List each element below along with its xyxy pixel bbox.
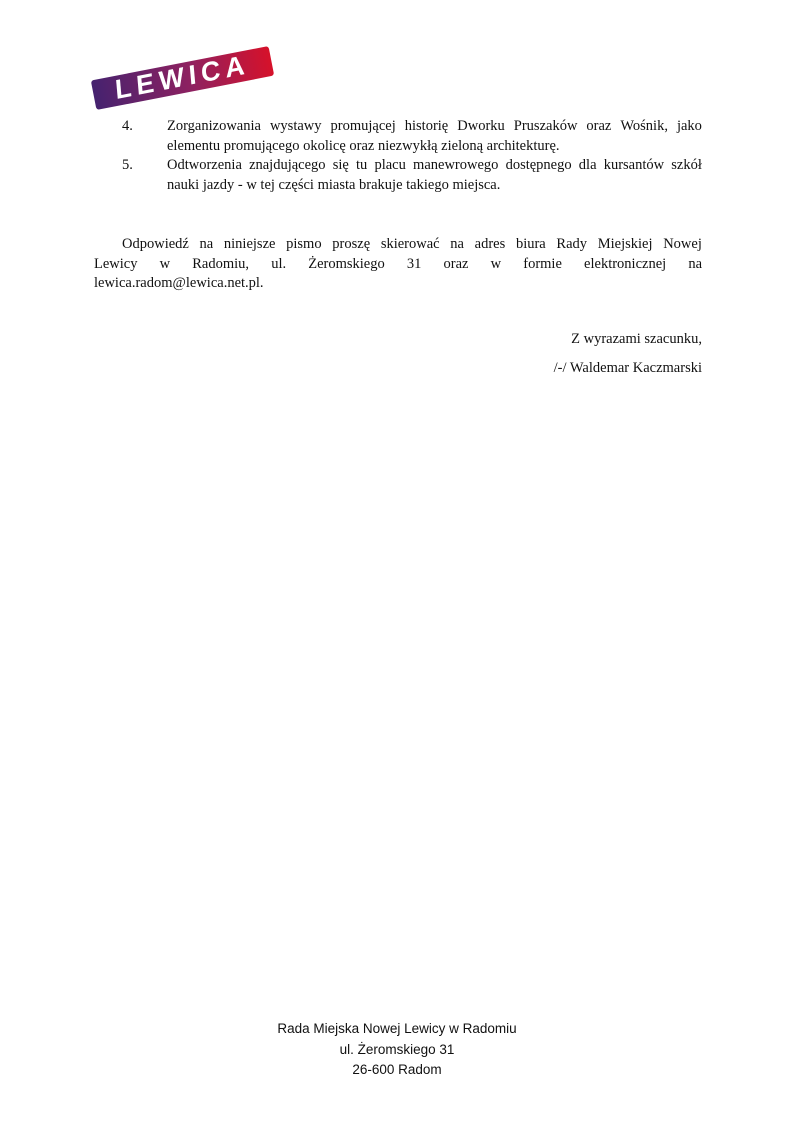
footer-address <box>0 1019 794 1081</box>
list-item-number: 4. <box>122 118 133 134</box>
signature-block <box>554 330 702 378</box>
lewica-logo-text: LEWICA <box>114 48 251 105</box>
list-item-4 <box>94 117 702 156</box>
reply-paragraph <box>94 235 702 294</box>
list-item-line: Zorganizowania wystawy promującej historię Dworku Pruszaków oraz Wośnik, jako <box>167 118 702 134</box>
closing-phrase: Z wyrazami szacunku, <box>571 331 702 347</box>
list-item-line: nauki jazdy - w tej części miasta brakuje takiego miejsca. <box>167 176 501 193</box>
lewica-logo <box>91 46 274 110</box>
letter-body <box>94 117 702 294</box>
paragraph-line: Odpowiedź na niniejsze pismo proszę skierować na adres biura Rady Miejskiej Nowej <box>122 236 702 252</box>
signatory-name: /-/ Waldemar Kaczmarski <box>553 359 702 376</box>
footer-line-organization: Rada Miejska Nowej Lewicy w Radomiu <box>277 1021 517 1036</box>
footer-line-city: 26-600 Radom <box>352 1062 442 1077</box>
list-item-text <box>167 117 702 156</box>
footer-line-street: ul. Żeromskiego 31 <box>339 1041 455 1057</box>
paragraph-line: Lewicy w Radomiu, ul. Żeromskiego 31 oraz w formie elektronicznej na <box>94 255 702 272</box>
list-item-number: 5. <box>122 157 133 173</box>
numbered-list <box>94 117 702 195</box>
list-item-5 <box>94 156 702 195</box>
list-item-line: elementu promującego okolicę oraz niezwykłą zieloną architekturę. <box>167 137 560 154</box>
list-item-text <box>167 156 702 195</box>
list-item-line: Odtworzenia znajdującego się tu placu manewrowego dostępnego dla kursantów szkół <box>167 157 702 173</box>
paragraph-line-email: lewica.radom@lewica.net.pl. <box>94 275 264 291</box>
